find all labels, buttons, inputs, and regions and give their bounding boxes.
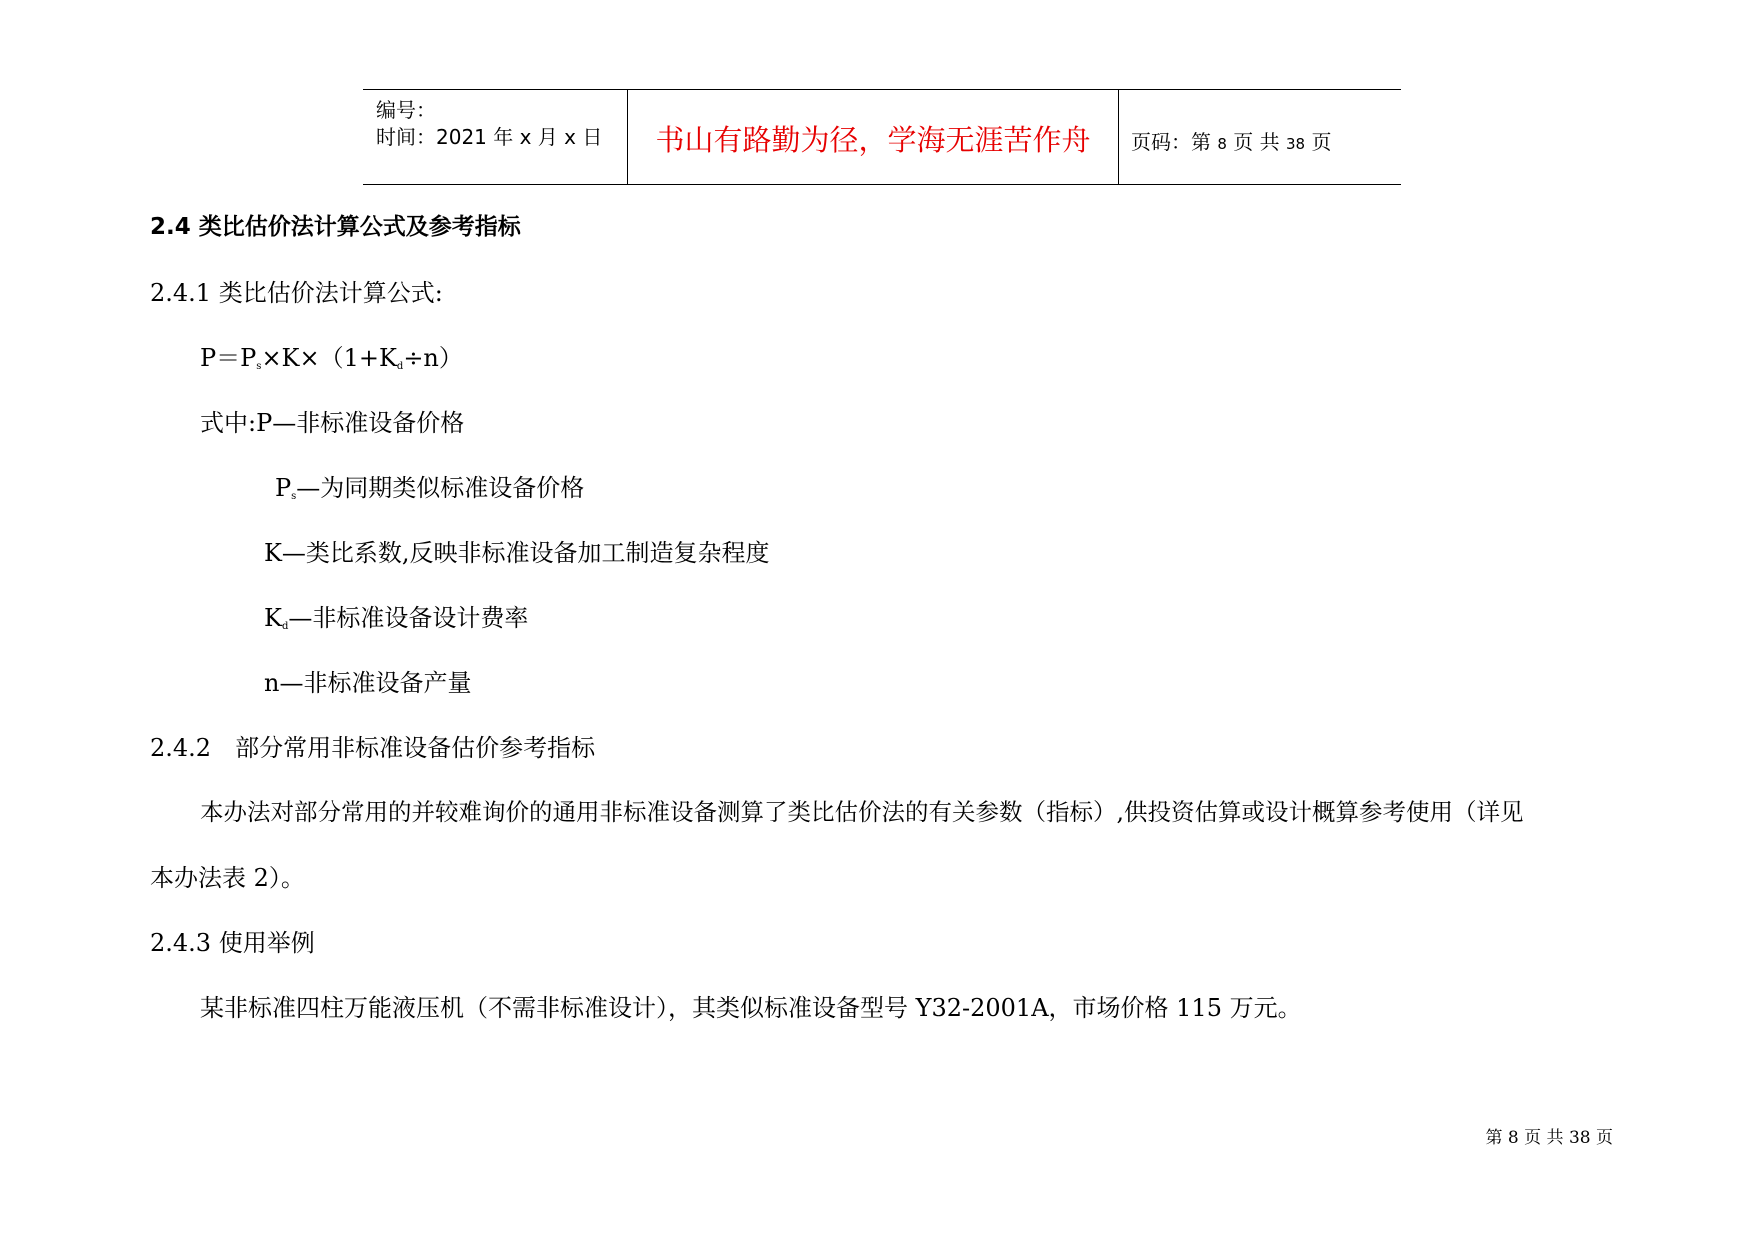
header-page-indicator: 页码：第 8 页 共 38 页 <box>1131 130 1332 154</box>
subsection-title-2-4-1: 2.4.1 类比估价法计算公式: <box>150 279 443 307</box>
paragraph-1-line-2: 本办法表 2）。 <box>150 864 305 892</box>
section-title: 2.4 类比估价法计算公式及参考指标 <box>150 214 521 240</box>
page-footer: 第 8 页 共 38 页 <box>1485 1128 1613 1148</box>
header-motto: 书山有路勤为径，学海无涯苦作舟 <box>655 123 1091 157</box>
header-right-cell <box>1119 90 1401 184</box>
paragraph-1-line-1: 本办法对部分常用的并较难询价的通用非标准设备测算了类比估价法的有关参数（指标）,供投资估算或设计概算参考使用（详见 <box>200 798 1524 826</box>
formula-where-p: 式中:P—非标准设备价格 <box>200 409 465 437</box>
formula-def-ps: $P_s—$为同期类似标准设备价格 <box>275 474 585 502</box>
header-total-pages: 38 <box>1285 135 1306 153</box>
formula: $P=P_s\times K\times(1+K_d\div n)$ <box>200 344 463 372</box>
page-header <box>363 89 1401 185</box>
header-current-page: 8 <box>1217 135 1227 153</box>
paragraph-2: 某非标准四柱万能液压机（不需非标准设计），其类似标准设备型号 Y32-2001A，市场价格 115 万元。 <box>200 994 1302 1022</box>
subsection-title-2-4-3: 2.4.3 使用举例 <box>150 929 315 957</box>
subsection-title-2-4-2: 2.4.2 部分常用非标准设备估价参考指标 <box>150 734 596 762</box>
formula-def-n: n—非标准设备产量 <box>264 669 472 697</box>
formula-def-kd: $K_d—$非标准设备设计费率 <box>264 604 529 632</box>
document-date: 时间：2021 年 x 月 x 日 <box>376 125 603 149</box>
header-center-cell <box>627 90 1119 184</box>
document-number-label: 编号： <box>376 98 436 122</box>
formula-def-k: K—类比系数,反映非标准设备加工制造复杂程度 <box>264 539 770 567</box>
header-left-cell <box>363 90 627 184</box>
